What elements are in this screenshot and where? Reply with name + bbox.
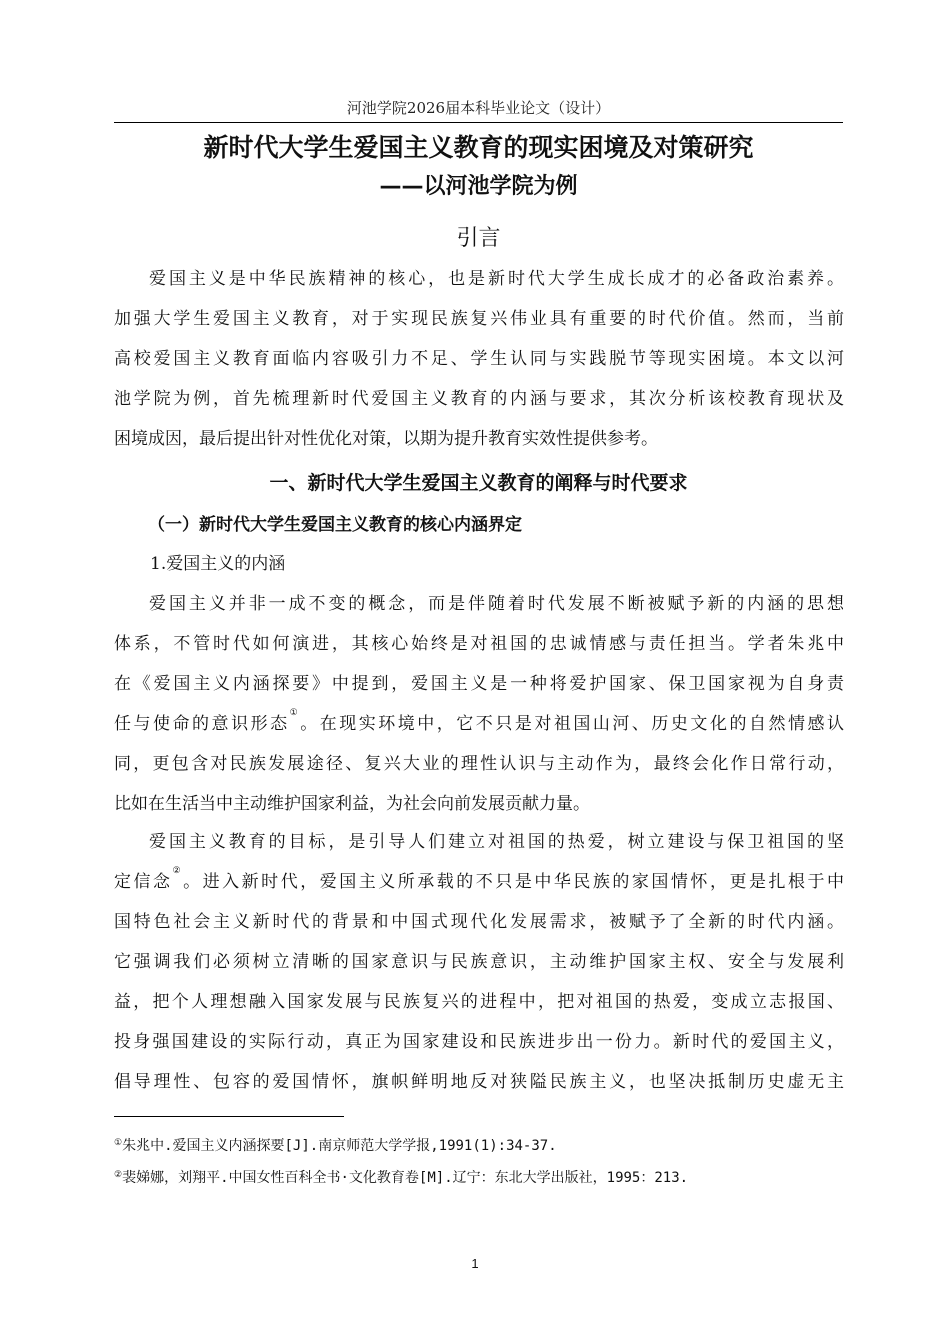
text-line: 爱国主义教育的目标，是引导人们建立对祖国的热爱，树立建设与保卫祖国的坚	[149, 832, 844, 852]
intro-paragraph	[114, 259, 844, 459]
item-heading: 1.爱国主义的内涵	[150, 554, 286, 574]
footnote-divider	[114, 1116, 344, 1117]
text-line: 倡导理性、包容的爱国情怀，旗帜鲜明地反对狭隘民族主义，也坚决抵制历史虚无主	[114, 1072, 844, 1092]
footnote-text: 朱兆中.爱国主义内涵探要[J].南京师范大学学报,1991(1):34-37.	[122, 1138, 557, 1154]
footnote-marker[interactable]: ①	[289, 708, 301, 718]
footnote-mark: ②	[114, 1170, 123, 1180]
text-segment: 定信念	[114, 872, 173, 892]
text-line: 比如在生活当中主动维护国家利益，为社会向前发展贡献力量。	[114, 794, 590, 814]
text-line: 它强调我们必须树立清晰的国家意识与民族意识，主动维护国家主权、安全与发展利	[114, 952, 844, 972]
text-line-with-footnote	[114, 862, 844, 902]
paper-subtitle: ——以河池学院为例	[379, 174, 578, 199]
text-line: 高校爱国主义教育面临内容吸引力不足、学生认同与实践脱节等现实困境。本文以河	[114, 349, 844, 369]
page-number: 1	[471, 1256, 479, 1271]
text-line: 体系，不管时代如何演进，其核心始终是对祖国的忠诚情感与责任担当。学者朱兆中	[114, 634, 844, 654]
text-line: 投身强国建设的实际行动，真正为国家建设和民族进步出一份力。新时代的爱国主义，	[114, 1032, 844, 1052]
text-line: 爱国主义是中华民族精神的核心，也是新时代大学生成长成才的必备政治素养。	[149, 269, 844, 289]
text-line: 国特色社会主义新时代的背景和中国式现代化发展需求，被赋予了全新的时代内涵。	[114, 912, 844, 932]
text-line: 同，更包含对民族发展途径、复兴大业的理性认识与主动作为，最终会化作日常行动，	[114, 754, 844, 774]
text-line: 困境成因，最后提出针对性优化对策，以期为提升教育实效性提供参考。	[114, 429, 658, 449]
footnote-2	[114, 1168, 688, 1188]
footnote-1	[114, 1136, 557, 1156]
footnote-mark: ①	[114, 1138, 123, 1148]
text-line: 益，把个人理想融入国家发展与民族复兴的进程中，把对祖国的热爱，变成立志报国、	[114, 992, 844, 1012]
text-segment: 任与使命的意识形态	[114, 714, 290, 734]
section-heading: 一、新时代大学生爱国主义教育的阐释与时代要求	[269, 472, 688, 494]
text-line: 加强大学生爱国主义教育，对于实现民族复兴伟业具有重要的时代价值。然而，当前	[114, 309, 844, 329]
subsection-heading: （一）新时代大学生爱国主义教育的核心内涵界定	[148, 515, 522, 535]
body-paragraph-1	[114, 584, 844, 824]
paper-title: 新时代大学生爱国主义教育的现实困境及对策研究	[203, 133, 754, 162]
footnote-marker[interactable]: ②	[172, 866, 184, 876]
text-line: 在《爱国主义内涵探要》中提到，爱国主义是一种将爱护国家、保卫国家视为自身责	[114, 674, 844, 694]
text-line: 池学院为例，首先梳理新时代爱国主义教育的内涵与要求，其次分析该校教育现状及	[114, 389, 844, 409]
text-line: 爱国主义并非一成不变的概念，而是伴随着时代发展不断被赋予新的内涵的思想	[149, 594, 844, 614]
body-paragraph-2	[114, 822, 844, 1102]
intro-heading: 引言	[456, 226, 501, 251]
text-segment: 。在现实环境中，它不只是对祖国山河、历史文化的自然情感认	[300, 714, 844, 734]
running-header: 河池学院2026届本科毕业论文（设计）	[114, 96, 843, 123]
text-line-with-footnote	[114, 704, 844, 744]
footnote-text: 裴娣娜，刘翔平.中国女性百科全书·文化教育卷[M].辽宁：东北大学出版社，1995：213.	[122, 1170, 689, 1186]
text-segment: 。进入新时代，爱国主义所承载的不只是中华民族的家国情怀，更是扎根于中	[183, 872, 844, 892]
